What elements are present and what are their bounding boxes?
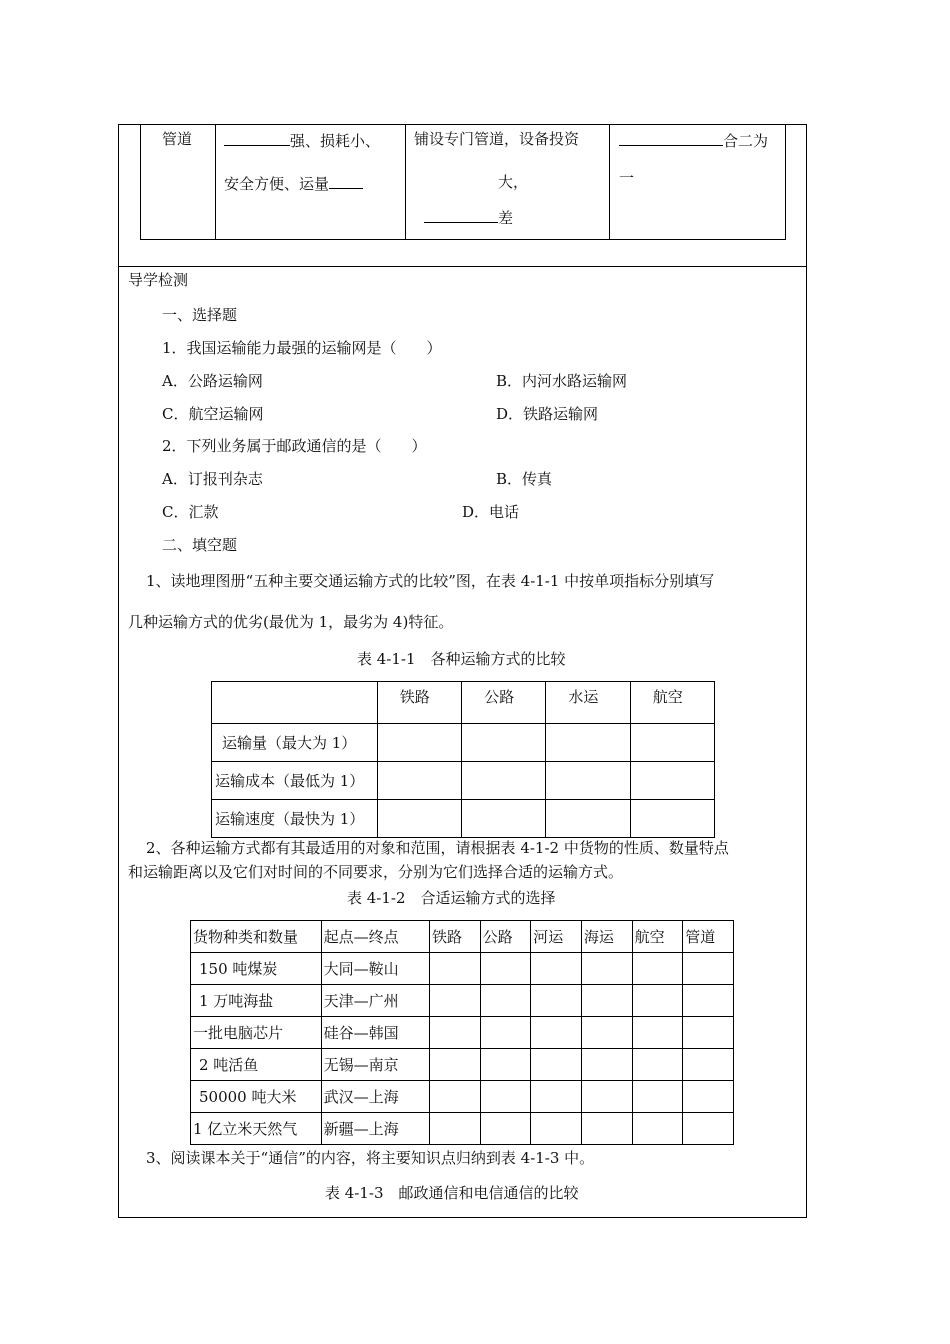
q2-option-a[interactable]: A．订报刊杂志: [162, 470, 263, 488]
table-row: [191, 1113, 734, 1145]
table-header-cell: 水运: [546, 682, 630, 724]
route-cell: 武汉—上海: [321, 1081, 429, 1113]
table-row: [212, 800, 715, 838]
answer-cell[interactable]: [429, 1017, 480, 1049]
answer-cell[interactable]: [462, 800, 546, 838]
answer-cell[interactable]: [630, 762, 714, 800]
answer-cell[interactable]: [377, 800, 461, 838]
table-header-cell: [212, 682, 378, 724]
table-row: [212, 724, 715, 762]
answer-cell[interactable]: [377, 724, 461, 762]
pipe-advantage-line2: 安全方便、运量: [224, 172, 363, 194]
route-cell: 天津—广州: [321, 985, 429, 1017]
table-header-cell: 海运: [581, 921, 632, 953]
pipe-usage-line2: 一: [619, 169, 635, 187]
fill-blank[interactable]: [619, 129, 723, 146]
answer-cell[interactable]: [429, 1113, 480, 1145]
part1-heading: 一、选择题: [162, 306, 238, 324]
table-header-cell: 公路: [462, 682, 546, 724]
table-header-cell: 公路: [480, 921, 531, 953]
row-label: 运输成本（最低为 1）: [212, 762, 378, 800]
pipe-row-col-border: [405, 124, 406, 240]
table-header-cell: 航空: [630, 682, 714, 724]
answer-cell[interactable]: [632, 1017, 683, 1049]
answer-cell[interactable]: [683, 1049, 734, 1081]
answer-cell[interactable]: [632, 1113, 683, 1145]
section-title: 导学检测: [128, 271, 189, 289]
transport-choice-table: [190, 920, 734, 1145]
answer-cell[interactable]: [683, 1017, 734, 1049]
answer-cell[interactable]: [480, 953, 531, 985]
table-row: [191, 1017, 734, 1049]
pipe-advantage-line1: 强、损耗小、: [224, 129, 380, 151]
answer-cell[interactable]: [480, 1081, 531, 1113]
q1-option-c[interactable]: C．航空运输网: [162, 405, 264, 423]
fill-question-2-line2: 和运输距离以及它们对时间的不同要求，分别为它们选择合适的运输方式。: [128, 863, 624, 881]
q1-option-d[interactable]: D．铁路运输网: [496, 405, 599, 423]
answer-cell[interactable]: [632, 1049, 683, 1081]
table-row: [191, 1049, 734, 1081]
answer-cell[interactable]: [683, 1081, 734, 1113]
answer-cell[interactable]: [581, 1113, 632, 1145]
pipe-row-bottom-border: [140, 239, 786, 240]
q1-option-a[interactable]: A．公路运输网: [162, 372, 263, 390]
pipe-row-col-border: [140, 124, 141, 240]
route-cell: 新疆—上海: [321, 1113, 429, 1145]
pipe-disadvantage-line3: 差: [424, 206, 513, 228]
answer-cell[interactable]: [531, 1081, 582, 1113]
fill-question-1-line2: 几种运输方式的优劣(最优为 1，最劣为 4)特征。: [128, 613, 454, 631]
section-divider: [118, 266, 807, 267]
table1-caption: 表 4-1-1 各种运输方式的比较: [357, 650, 566, 668]
answer-cell[interactable]: [630, 800, 714, 838]
answer-cell[interactable]: [462, 762, 546, 800]
question-1-stem: 1．我国运输能力最强的运输网是（ ）: [162, 339, 442, 357]
pipe-row-col-border: [215, 124, 216, 240]
table-row: [191, 985, 734, 1017]
row-label: 运输量（最大为 1）: [212, 724, 378, 762]
fill-question-1-line1: 1、读地理图册“五种主要交通运输方式的比较”图，在表 4-1-1 中按单项指标分别填写: [146, 572, 715, 590]
goods-cell: 2 吨活鱼: [191, 1049, 322, 1081]
table-header-cell: 铁路: [429, 921, 480, 953]
answer-cell[interactable]: [632, 985, 683, 1017]
answer-cell[interactable]: [632, 953, 683, 985]
answer-cell[interactable]: [480, 1113, 531, 1145]
answer-cell[interactable]: [480, 985, 531, 1017]
answer-cell[interactable]: [683, 1113, 734, 1145]
transport-comparison-table: [211, 681, 715, 838]
answer-cell[interactable]: [531, 1049, 582, 1081]
answer-cell[interactable]: [480, 1017, 531, 1049]
part2-heading: 二、填空题: [162, 536, 238, 554]
answer-cell[interactable]: [531, 1017, 582, 1049]
row-label: 运输速度（最快为 1）: [212, 800, 378, 838]
table-header-cell: 河运: [531, 921, 582, 953]
pipe-row-col-border: [609, 124, 610, 240]
fill-blank[interactable]: [329, 172, 363, 189]
route-cell: 大同—鞍山: [321, 953, 429, 985]
goods-cell: 50000 吨大米: [191, 1081, 322, 1113]
answer-cell[interactable]: [546, 724, 630, 762]
route-cell: 无锡—南京: [321, 1049, 429, 1081]
answer-cell[interactable]: [377, 762, 461, 800]
answer-cell[interactable]: [429, 1049, 480, 1081]
pipe-row-col-border: [785, 124, 786, 240]
answer-cell[interactable]: [429, 953, 480, 985]
goods-cell: 一批电脑芯片: [191, 1017, 322, 1049]
q2-option-d[interactable]: D．电话: [462, 503, 520, 521]
answer-cell[interactable]: [683, 985, 734, 1017]
answer-cell[interactable]: [683, 953, 734, 985]
answer-cell[interactable]: [462, 724, 546, 762]
q2-option-c[interactable]: C．汇款: [162, 503, 219, 521]
question-2-stem: 2．下列业务属于邮政通信的是（ ）: [162, 437, 427, 455]
pipe-usage-line1: 合二为: [619, 129, 768, 151]
table-header-cell: 起点—终点: [321, 921, 429, 953]
table-header-row: [191, 921, 734, 953]
pipe-disadvantage-line1: 铺设专门管道，设备投资: [414, 130, 580, 148]
table-row: [191, 953, 734, 985]
answer-cell[interactable]: [429, 985, 480, 1017]
fill-blank[interactable]: [424, 206, 498, 223]
goods-cell: 1 亿立米天然气: [191, 1113, 322, 1145]
answer-cell[interactable]: [531, 953, 582, 985]
table2-caption: 表 4-1-2 合适运输方式的选择: [347, 889, 556, 907]
fill-blank[interactable]: [224, 129, 290, 146]
fill-question-2-line1: 2、各种运输方式都有其最适用的对象和范围，请根据表 4-1-2 中货物的性质、数量特点: [146, 839, 729, 857]
pipe-disadvantage-line2: 大，: [498, 173, 529, 191]
table-header-cell: 铁路: [377, 682, 461, 724]
route-cell: 硅谷—韩国: [321, 1017, 429, 1049]
table-header-cell: 货物种类和数量: [191, 921, 322, 953]
answer-cell[interactable]: [546, 800, 630, 838]
answer-cell[interactable]: [581, 953, 632, 985]
goods-cell: 1 万吨海盐: [191, 985, 322, 1017]
table-row: [191, 1081, 734, 1113]
fill-question-3-line1: 3、阅读课本关于“通信”的内容，将主要知识点归纳到表 4-1-3 中。: [146, 1149, 595, 1167]
table3-caption: 表 4-1-3 邮政通信和电信通信的比较: [325, 1184, 579, 1202]
goods-cell: 150 吨煤炭: [191, 953, 322, 985]
answer-cell[interactable]: [429, 1081, 480, 1113]
answer-cell[interactable]: [546, 762, 630, 800]
answer-cell[interactable]: [581, 1017, 632, 1049]
answer-cell[interactable]: [632, 1081, 683, 1113]
answer-cell[interactable]: [531, 1113, 582, 1145]
table-header-cell: 管道: [683, 921, 734, 953]
q1-option-b[interactable]: B．内河水路运输网: [496, 372, 628, 390]
pipe-row-name: 管道: [162, 130, 193, 148]
answer-cell[interactable]: [581, 1049, 632, 1081]
answer-cell[interactable]: [630, 724, 714, 762]
answer-cell[interactable]: [480, 1049, 531, 1081]
answer-cell[interactable]: [581, 1081, 632, 1113]
table-header-row: [212, 682, 715, 724]
answer-cell[interactable]: [531, 985, 582, 1017]
table-row: [212, 762, 715, 800]
table-header-cell: 航空: [632, 921, 683, 953]
answer-cell[interactable]: [581, 985, 632, 1017]
q2-option-b[interactable]: B．传真: [496, 470, 553, 488]
